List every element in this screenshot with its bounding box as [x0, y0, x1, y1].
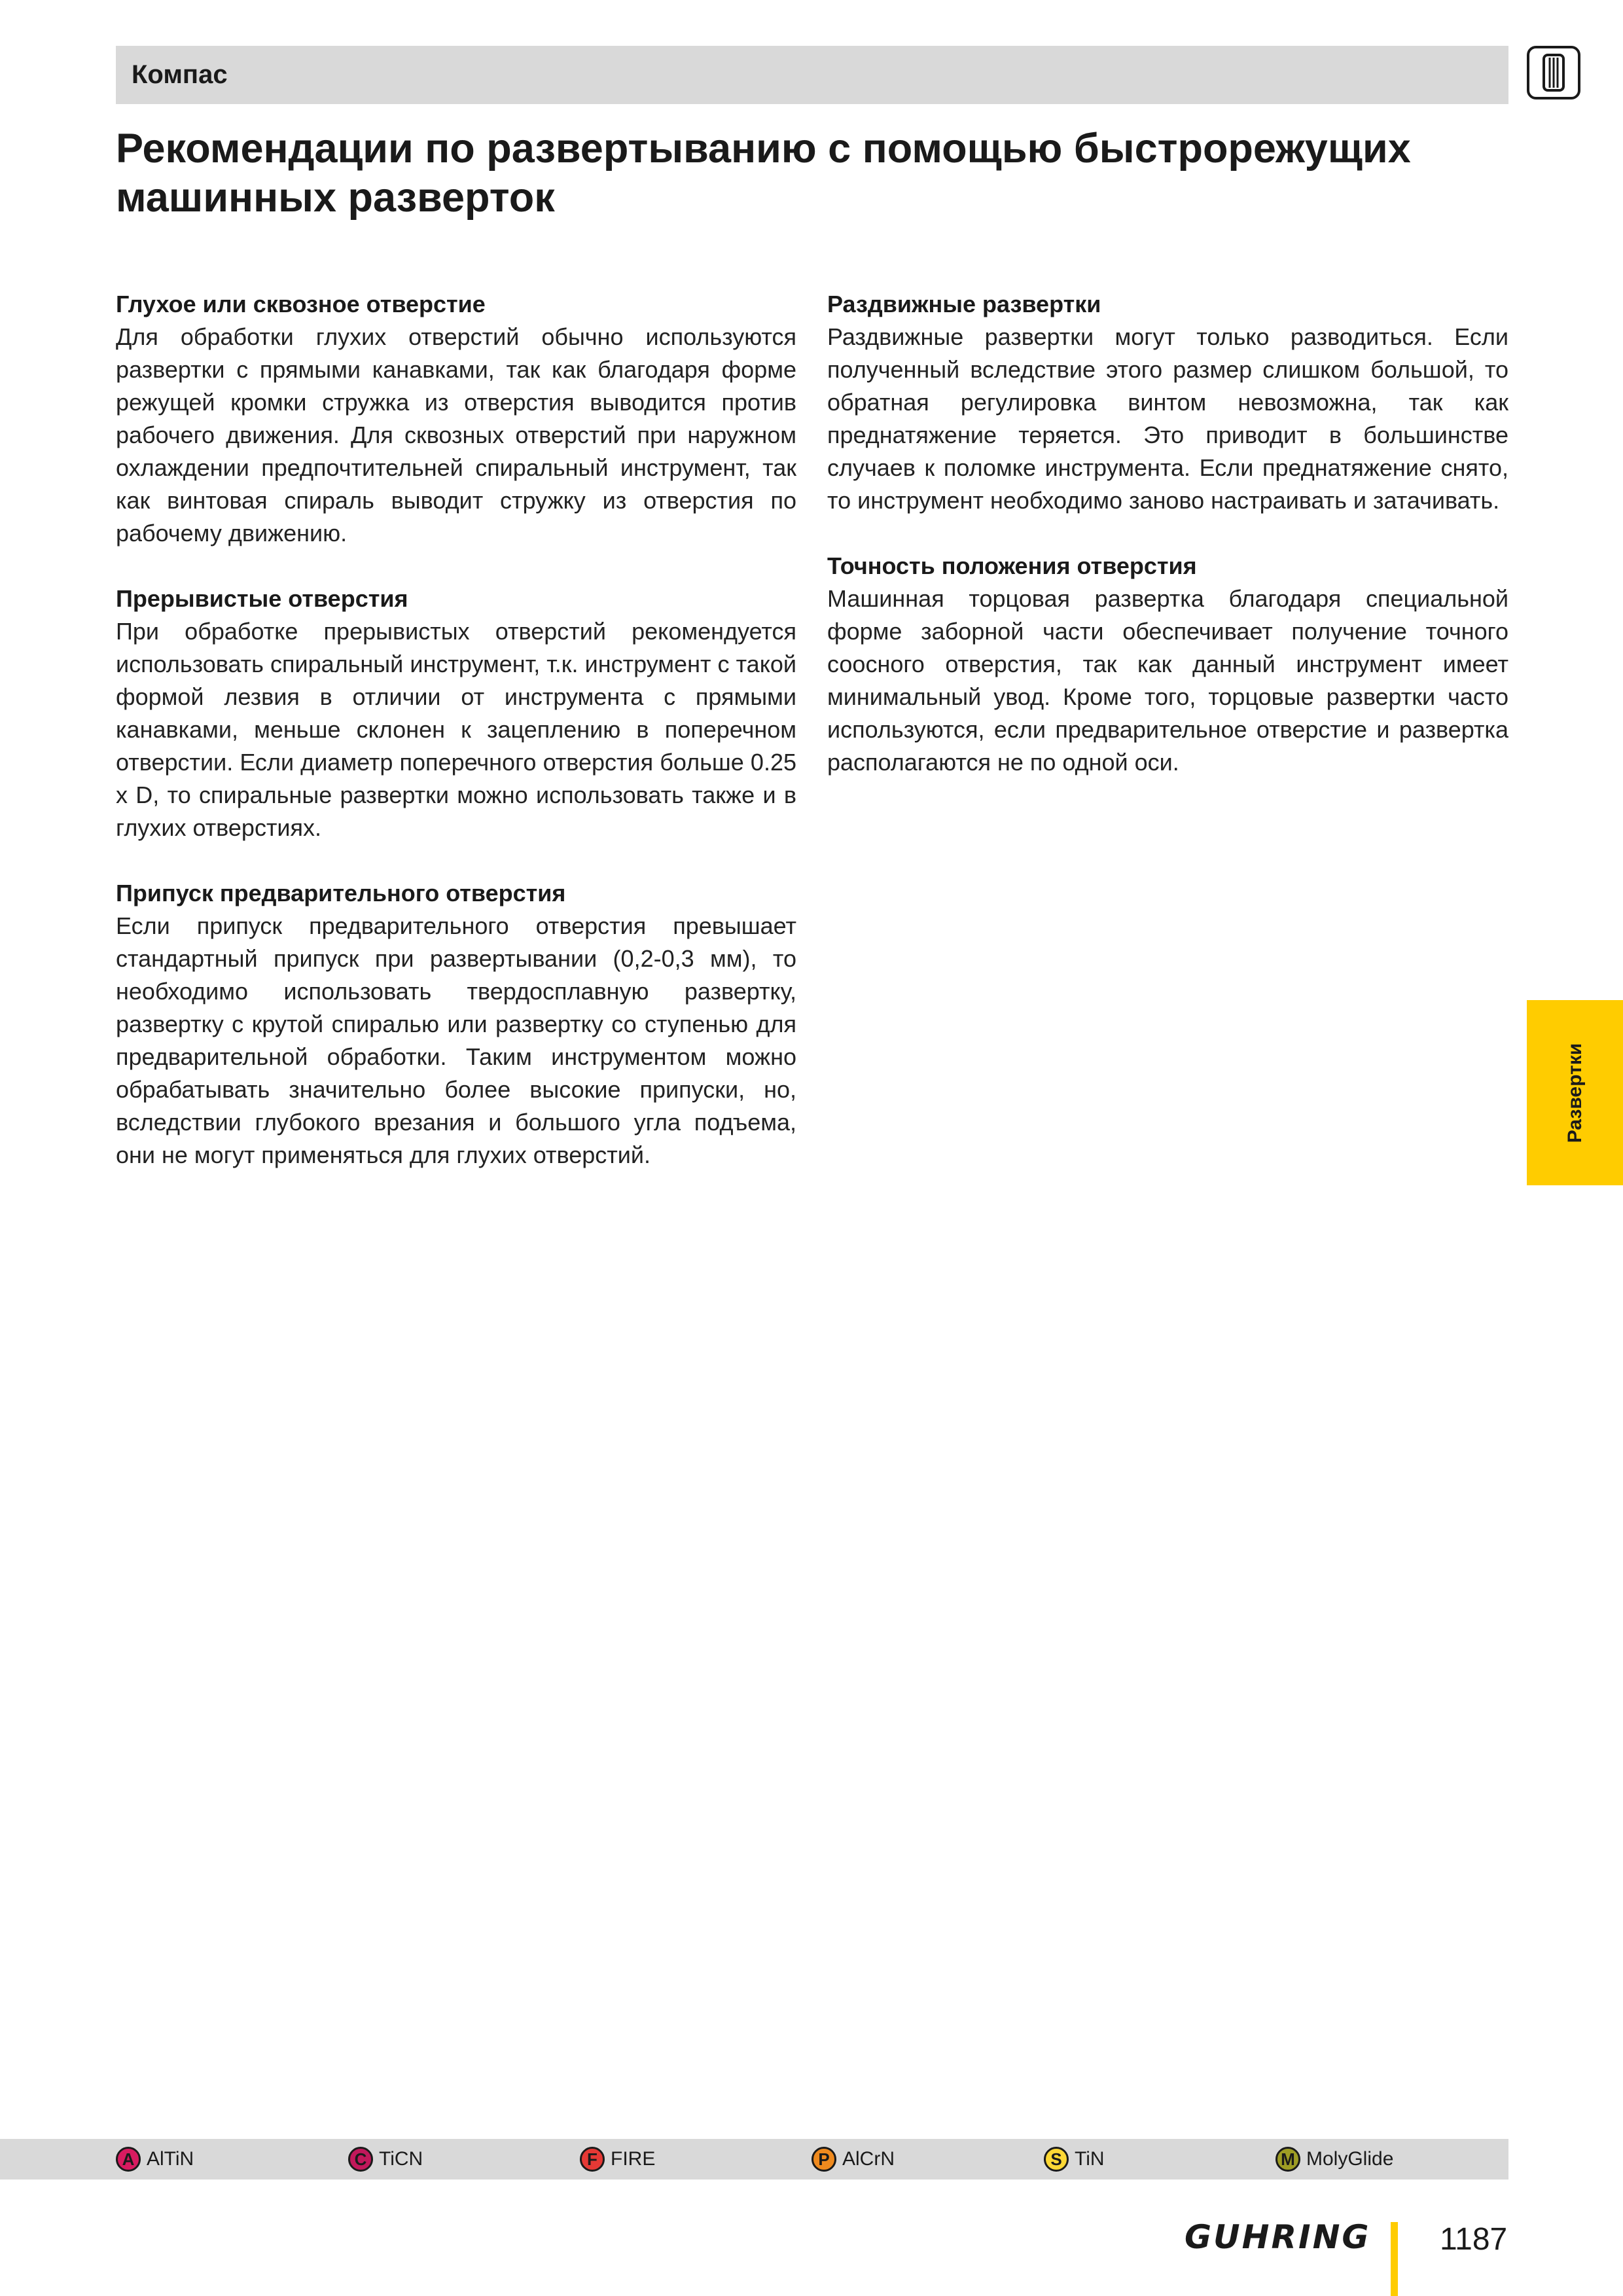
coating-legend-bar	[0, 2139, 1508, 2179]
coating-badge-icon: S	[1044, 2147, 1069, 2172]
section-body: Машинная торцовая развертка благодаря специальной форме заборной части обеспечивает получение точного соосного отверстия, так как данный инструмент имеет минимальный увод. Кроме того, торцовые развертки часто используются, если предварительное отверстие и развертка располагаются не по одной оси.	[827, 585, 1508, 776]
right-column	[827, 288, 1508, 812]
section-title: Компас	[132, 60, 228, 89]
header-bar	[116, 46, 1508, 104]
legend-item-tin	[1044, 2139, 1105, 2179]
legend-label: AlCrN	[842, 2148, 895, 2170]
legend-item-alcrn	[812, 2139, 895, 2179]
section-hole-position-accuracy	[827, 550, 1508, 779]
coating-badge-icon: A	[116, 2147, 141, 2172]
section-pre-hole-allowance	[116, 877, 796, 1172]
side-tab-reamers[interactable]	[1527, 1000, 1623, 1185]
page-number: 1187	[1440, 2222, 1508, 2257]
section-expanding-reamers	[827, 288, 1508, 517]
legend-label: AlTiN	[147, 2148, 194, 2170]
section-body: Для обработки глухих отверстий обычно используются развертки с прямыми канавками, так как благодаря форме режущей кромки стружка из отверстия выводится против рабочего движения. Для сквозных отверстий при наружном охлаждении предпочтительней спиральный инструмент, так как винтовая спираль выводит стружку из отверстия по рабочему движению.	[116, 323, 796, 547]
legend-item-altin	[116, 2139, 194, 2179]
section-body: При обработке прерывистых отверстий рекомендуется использовать спиральный инструмент, т.к. инструмент с такой формой лезвия в отличии от инструмента с прямыми канавками, меньше склонен к зацеплению в поперечном отверстии. Если диаметр поперечного отверстия больше 0.25 x D, то спиральные развертки можно использовать также и в глухих отверстиях.	[116, 618, 796, 841]
reamer-tool-icon	[1527, 46, 1580, 99]
coating-badge-icon: M	[1275, 2147, 1300, 2172]
brand-divider	[1391, 2222, 1398, 2296]
brand-logo: GUHRING	[1185, 2218, 1371, 2256]
section-body: Раздвижные развертки могут только разводиться. Если полученный вследствие этого размер слишком большой, то обратная регулировка винтом невозможна, так как преднатяжение теряется. Это приводит в большинстве случаев к поломке инструмента. Если преднатяжение снято, то инструмент необходимо заново настраивать и затачивать.	[827, 323, 1508, 514]
section-heading: Раздвижные развертки	[827, 291, 1101, 317]
section-blind-through-hole	[116, 288, 796, 550]
legend-label: MolyGlide	[1306, 2148, 1394, 2170]
section-heading: Прерывистые отверстия	[116, 585, 408, 612]
legend-item-fire	[580, 2139, 655, 2179]
legend-label: TiCN	[379, 2148, 423, 2170]
section-interrupted-holes	[116, 583, 796, 844]
legend-label: TiN	[1075, 2148, 1105, 2170]
section-heading: Глухое или сквозное отверстие	[116, 291, 486, 317]
legend-item-molyglide	[1275, 2139, 1393, 2179]
coating-badge-icon: F	[580, 2147, 605, 2172]
section-heading: Точность положения отверстия	[827, 552, 1197, 579]
legend-label: FIRE	[611, 2148, 656, 2170]
legend-item-ticn	[348, 2139, 423, 2179]
coating-badge-icon: P	[812, 2147, 836, 2172]
section-body: Если припуск предварительного отверстия превышает стандартный припуск при развертывании (0,2-0,3 мм), то необходимо использовать твердосплавную развертку, развертку с крутой спиралью или развертку со ступенью для предварительной обработки. Таким инструментом можно обрабатывать значительно более высокие припуски, но, вследствии глубокого врезания и большого угла подъема, они не могут применяться для глухих отверстий.	[116, 912, 796, 1168]
left-column	[116, 288, 796, 1204]
side-tab-label: Развертки	[1563, 1043, 1586, 1143]
page-title: Рекомендации по развертыванию с помощью быстрорежущих машинных разверток	[116, 126, 1411, 221]
coating-badge-icon: C	[348, 2147, 373, 2172]
section-heading: Припуск предварительного отверстия	[116, 880, 566, 906]
